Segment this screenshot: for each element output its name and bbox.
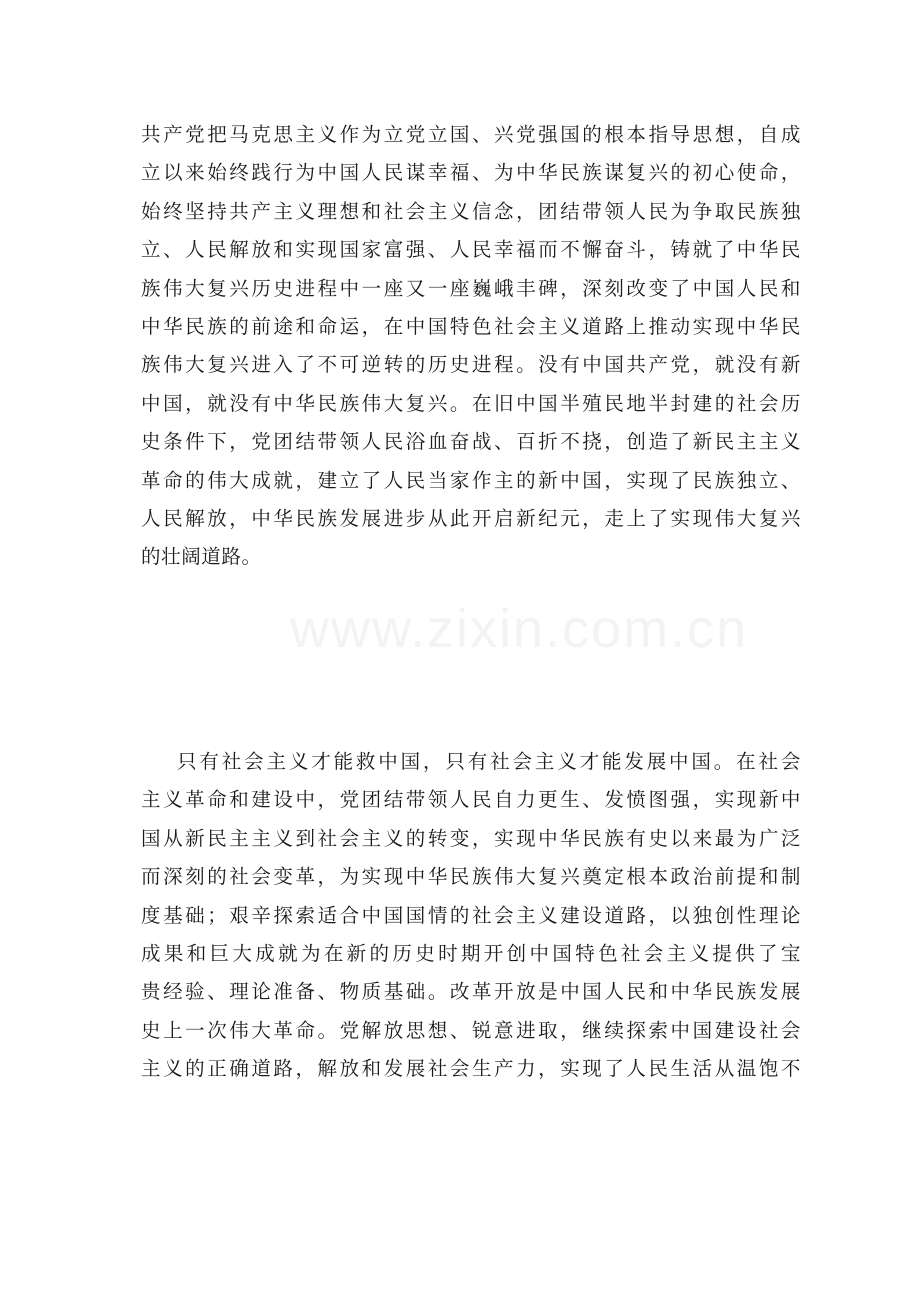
text-line: 族伟大复兴历史进程中一座又一座巍峨丰碑，深刻改变了中国人民和	[141, 276, 801, 300]
text-line: 中华民族的前途和命运，在中国特色社会主义道路上推动实现中华民	[141, 314, 801, 338]
text-line: 人民解放，中华民族发展进步从此开启新纪元，走上了实现伟大复兴	[141, 506, 801, 530]
paragraph-2	[141, 743, 801, 1089]
text-line: 立以来始终践行为中国人民谋幸福、为中华民族谋复兴的初心使命，	[141, 161, 801, 185]
watermark: www.zixin.com.cn	[290, 599, 749, 659]
text-line: 只有社会主义才能救中国，只有社会主义才能发展中国。在社会	[177, 750, 801, 773]
paragraph-1	[141, 116, 801, 577]
text-line: 的壮阔道路。	[141, 545, 262, 569]
text-line: 而深刻的社会变革，为实现中华民族伟大复兴奠定根本政治前提和制	[141, 865, 801, 889]
text-line: 中国，就没有中华民族伟大复兴。在旧中国半殖民地半封建的社会历	[141, 391, 801, 415]
text-line: 成果和巨大成就为在新的历史时期开创中国特色社会主义提供了宝	[141, 941, 801, 965]
text-line: 始终坚持共产主义理想和社会主义信念，团结带领人民为争取民族独	[141, 199, 801, 223]
text-line: 立、人民解放和实现国家富强、人民幸福而不懈奋斗，铸就了中华民	[141, 238, 801, 262]
text-line: 贵经验、理论准备、物质基础。改革开放是中国人民和中华民族发展	[141, 980, 801, 1004]
text-line: 族伟大复兴进入了不可逆转的历史进程。没有中国共产党，就没有新	[141, 353, 801, 377]
text-line: 主义革命和建设中，党团结带领人民自力更生、发愤图强，实现新中	[141, 788, 801, 812]
text-line: 共产党把马克思主义作为立党立国、兴党强国的根本指导思想，自成	[141, 123, 801, 146]
text-line: 史上一次伟大革命。党解放思想、锐意进取，继续探索中国建设社会	[141, 1018, 801, 1042]
text-line: 度基础；艰辛探索适合中国国情的社会主义建设道路，以独创性理论	[141, 903, 801, 927]
text-line: 革命的伟大成就，建立了人民当家作主的新中国，实现了民族独立、	[141, 468, 801, 492]
text-line: 主义的正确道路，解放和发展社会生产力，实现了人民生活从温饱不	[141, 1057, 801, 1081]
text-line: 国从新民主主义到社会主义的转变，实现中华民族有史以来最为广泛	[141, 826, 801, 850]
text-line: 史条件下，党团结带领人民浴血奋战、百折不挠，创造了新民主主义	[141, 430, 801, 454]
